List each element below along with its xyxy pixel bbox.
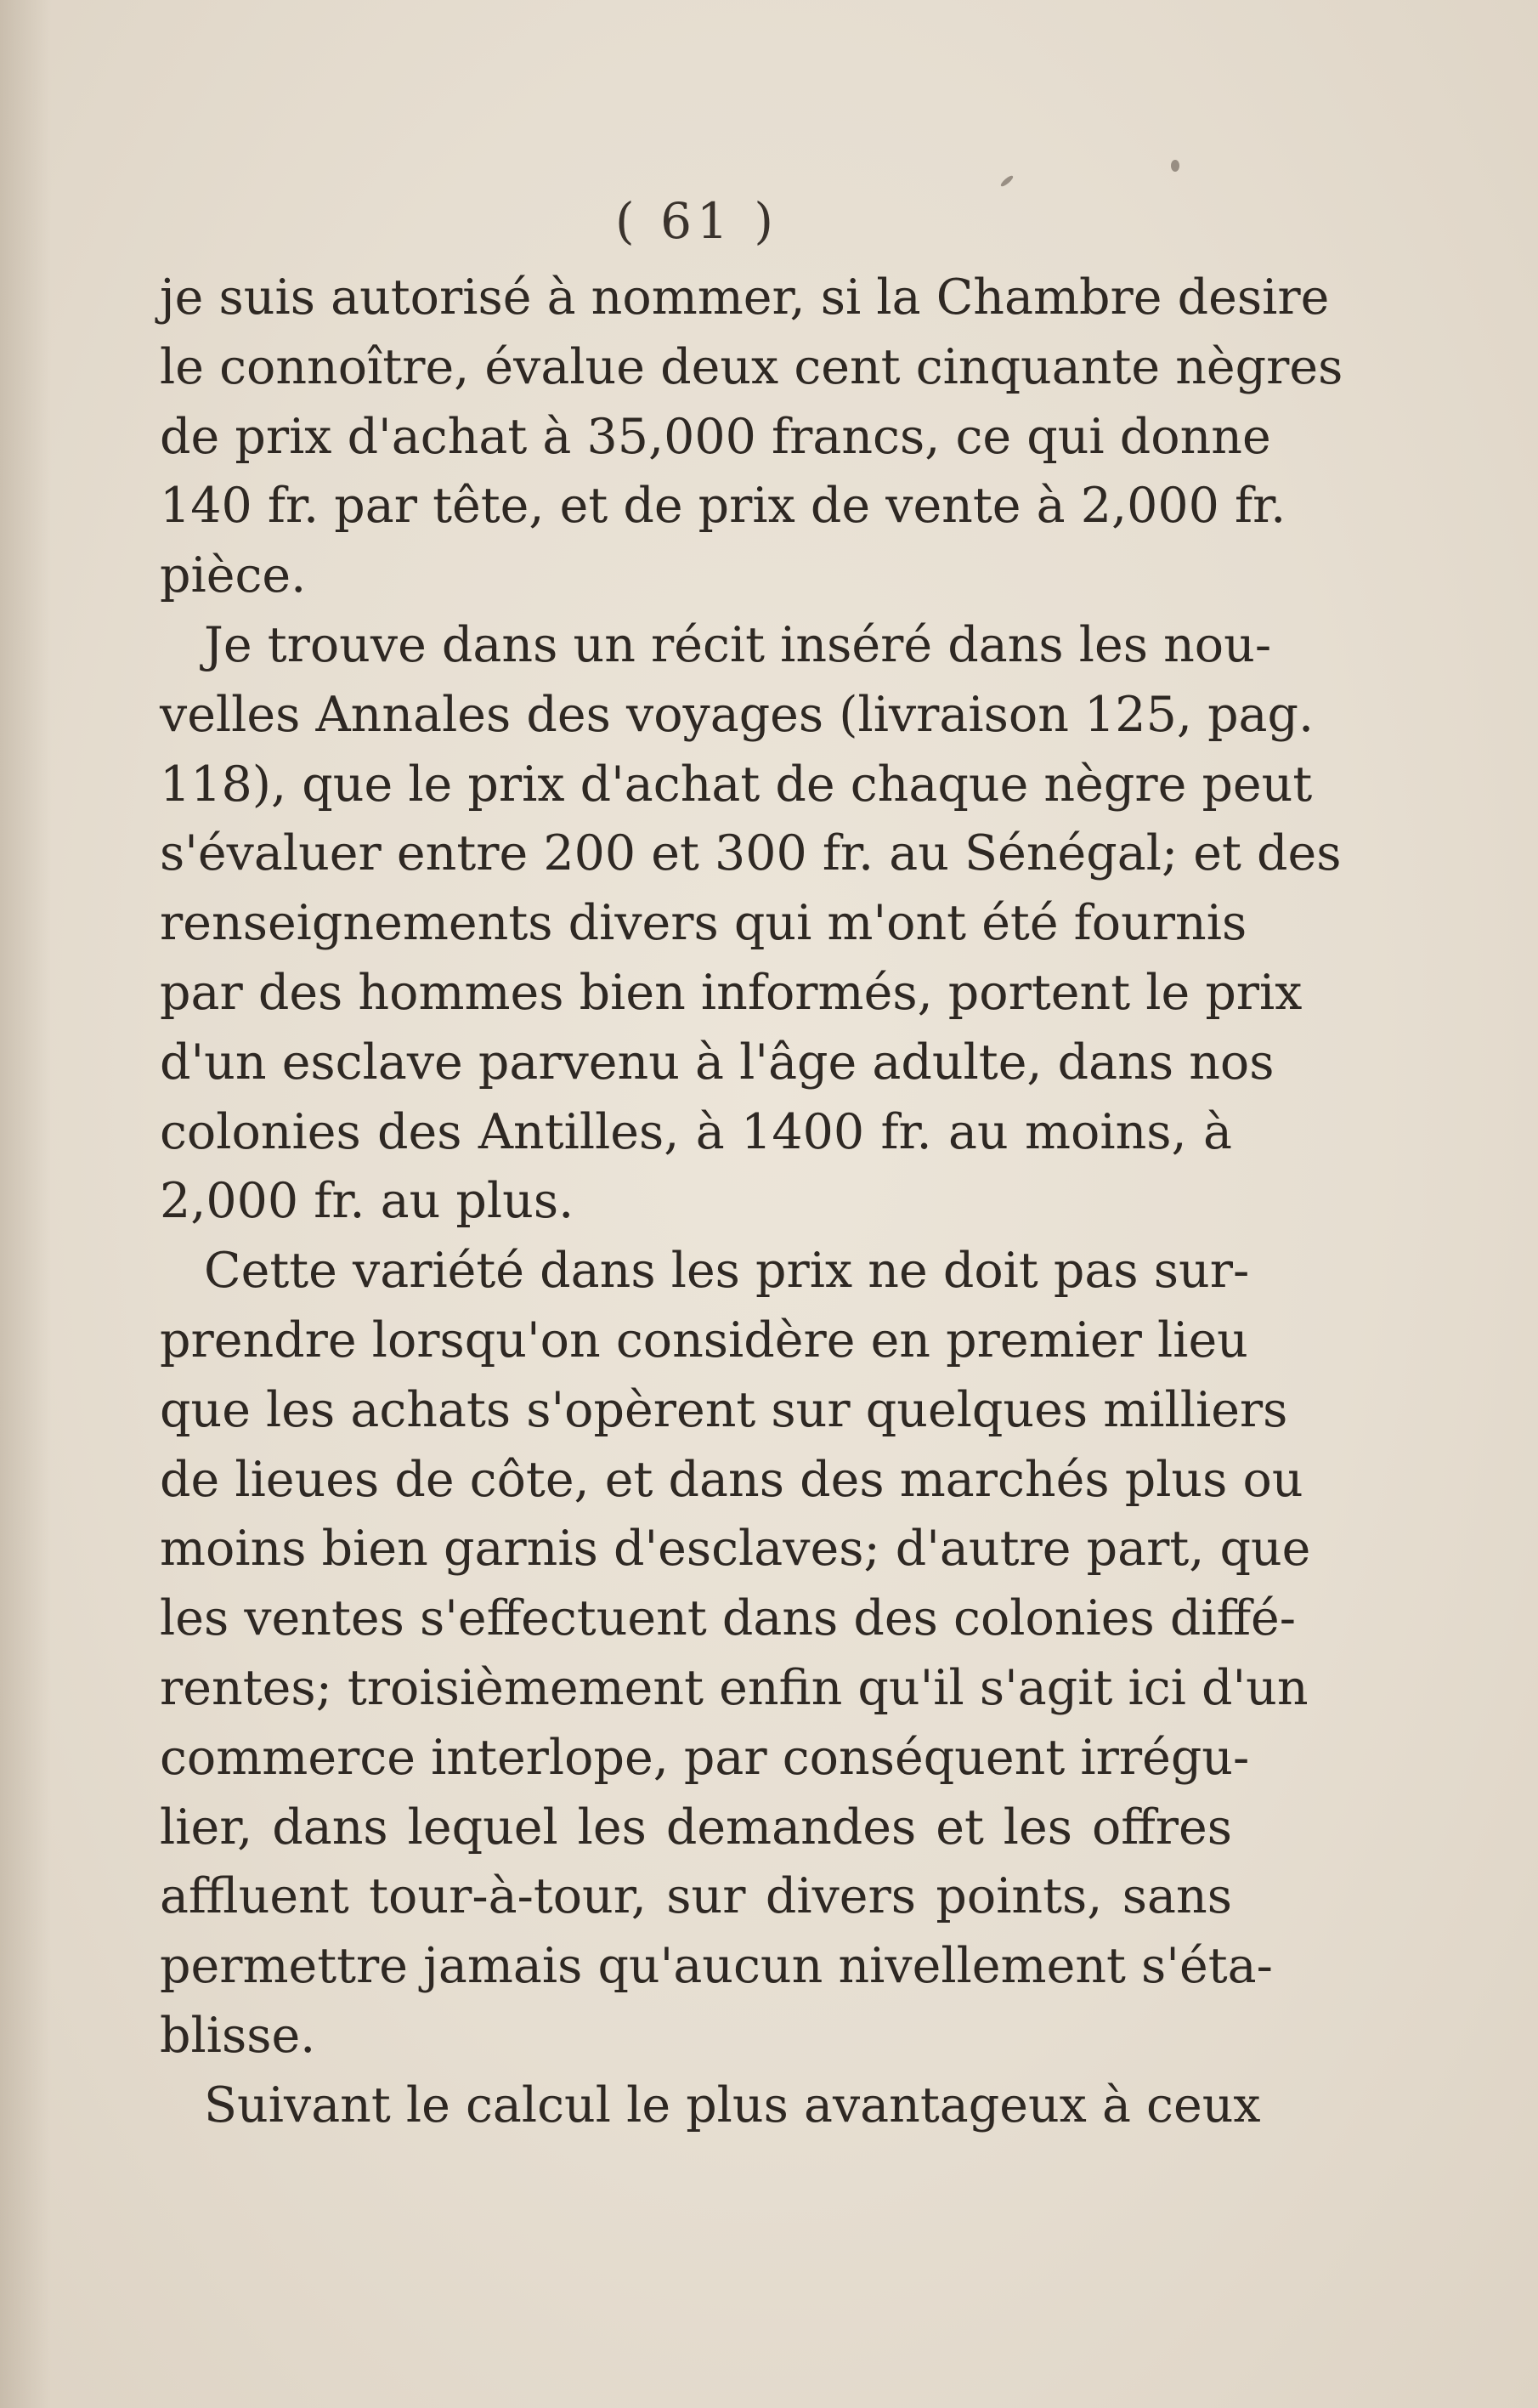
text-line: lier, dans lequel les demandes et les offres [160, 1799, 1232, 1856]
ink-speck [1171, 160, 1179, 172]
text-line: commerce interlope, par conséquent irrégu- [160, 1729, 1250, 1786]
page-edge-shadow [0, 0, 51, 2408]
text-line: je suis autorisé à nommer, si la Chambre desire [160, 269, 1330, 326]
text-line: pièce. [160, 547, 307, 604]
text-line: Suivant le calcul le plus avantageux à ceux [204, 2077, 1261, 2133]
text-line: blisse. [160, 2007, 316, 2064]
text-line: prendre lorsqu'on considère en premier lieu [160, 1312, 1248, 1368]
text-line: s'évaluer entre 200 et 300 fr. au Sénégal; et des [160, 825, 1342, 882]
text-line: de prix d'achat à 35,000 francs, ce qui donne [160, 408, 1271, 465]
text-line: affluent tour-à-tour, sur divers points, sans [160, 1868, 1232, 1925]
text-line: 140 fr. par tête, et de prix de vente à 2,000 fr. [160, 478, 1286, 535]
text-line: les ventes s'effectuent dans des colonies diffé- [160, 1590, 1297, 1647]
body-text [160, 263, 1343, 2141]
text-line: 2,000 fr. au plus. [160, 1173, 574, 1230]
text-line: par des hommes bien informés, portent le prix [160, 964, 1303, 1021]
text-line: colonies des Antilles, à 1400 fr. au moins, à [160, 1103, 1232, 1160]
page-number: ( 61 ) [615, 192, 778, 250]
text-line: velles Annales des voyages (livraison 125, pag. [160, 686, 1315, 743]
text-line: moins bien garnis d'esclaves; d'autre part, que [160, 1521, 1311, 1578]
text-line: 118), que le prix d'achat de chaque nègre peut [160, 756, 1313, 813]
text-line: le connoître, évalue deux cent cinquante nègres [160, 338, 1343, 395]
text-line: d'un esclave parvenu à l'âge adulte, dans nos [160, 1034, 1275, 1091]
text-line: de lieues de côte, et dans des marchés plus ou [160, 1451, 1303, 1508]
text-line: rentes; troisièmement enfin qu'il s'agit ici d'un [160, 1659, 1309, 1716]
text-line: Je trouve dans un récit inséré dans les nou- [204, 616, 1272, 673]
text-line: Cette variété dans les prix ne doit pas sur- [204, 1243, 1250, 1300]
text-line: que les achats s'opèrent sur quelques milliers [160, 1381, 1288, 1438]
text-line: permettre jamais qu'aucun nivellement s'éta- [160, 1938, 1273, 1995]
text-line: renseignements divers qui m'ont été fournis [160, 895, 1247, 952]
